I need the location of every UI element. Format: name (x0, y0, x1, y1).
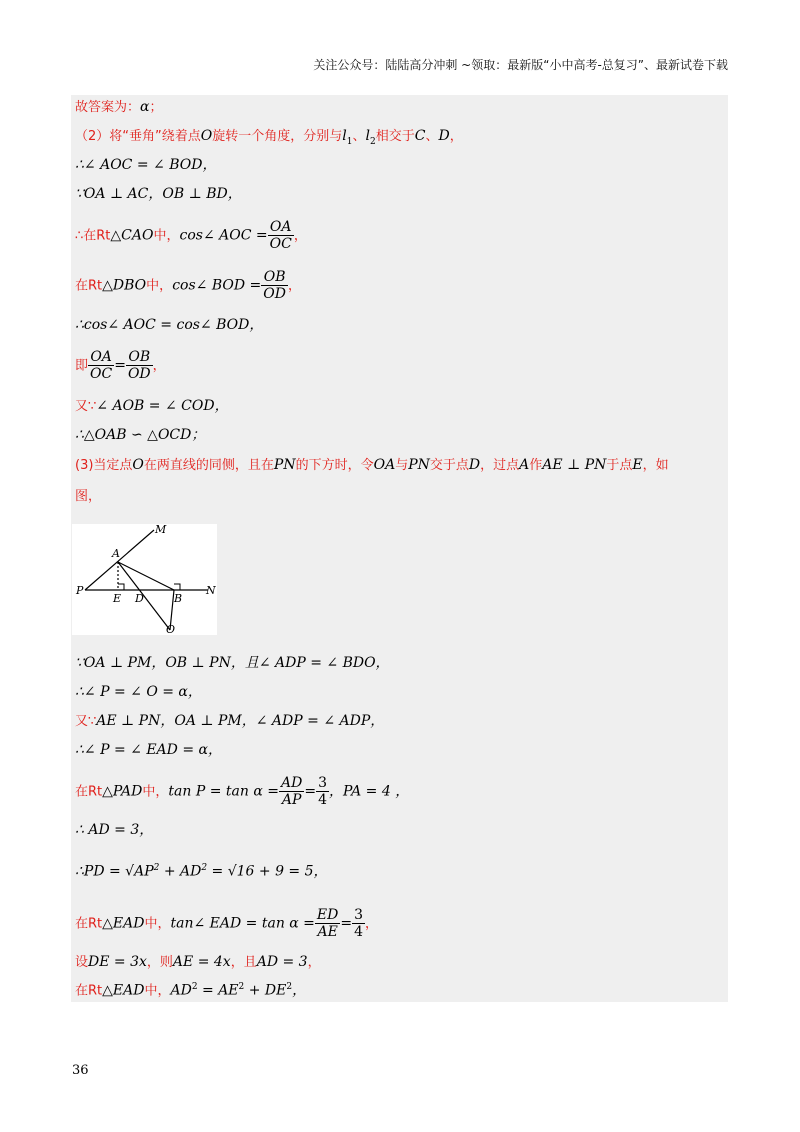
label-b: B (174, 592, 183, 605)
label-p: P (76, 584, 84, 597)
segment-ab (118, 562, 174, 590)
step-cos-bod: 在Rt△DBO中，cos∠ BOD = $\frac{OB}{OD}$ ， (75, 269, 301, 303)
label-e: E (113, 592, 122, 605)
step-ad-value: ∴ AD = 3， (75, 822, 154, 838)
segment-ao (118, 562, 170, 630)
step-pythagoras: 在Rt△EAD中，$AD^2 = AE^2 + DE^2$， (75, 982, 307, 999)
label-a: A (112, 547, 120, 560)
step-cos-equal: ∴cos∠ AOC = cos∠ BOD， (75, 317, 264, 333)
geometry-diagram (72, 524, 217, 635)
step-tan-p: 在Rt△PAD中，tan P = tan α = $\frac{AD}{AP}$ = $\frac{3}{4}$ ，PA = 4 ， (75, 775, 410, 809)
step-angle-p-o: ∴∠ P = ∠ O = α， (75, 684, 202, 700)
solution-block (71, 95, 728, 1002)
geometry-figure (72, 524, 217, 635)
right-angle-b (174, 584, 180, 590)
step-given-perp: ∵OA ⊥ PM，OB ⊥ PN，且∠ ADP = ∠ BDO， (75, 655, 390, 671)
page-number: 36 (72, 1063, 89, 1078)
label-m: M (155, 524, 167, 536)
step-similar: ∴△OAB ∽ △OCD； (75, 427, 206, 443)
part2-intro: （2）将“垂角”绕着点O旋转一个角度，分别与$l_1$、$l_2$相交于C、D， (75, 128, 463, 147)
step-pd-value: ∴PD = $√AP^2 + AD^2 = √16 + 9 = 5$， (75, 863, 328, 880)
part3-intro: (3)当定点O在两直线的同侧，且在PN的下方时，令OA与PN交于点D，过点A作AE ⊥ PN于点E，如 (75, 457, 669, 473)
step-ratio: 即 $\frac{OA}{OC}$ = $\frac{OB}{OD}$ ， (75, 349, 166, 383)
label-o: O (166, 623, 176, 635)
label-d: D (135, 592, 144, 605)
part3-intro-cont: 图， (75, 489, 102, 504)
line-pm (85, 530, 154, 590)
right-angle-e (118, 584, 124, 590)
step-let-de: 设DE = 3x，则AE = 4x，且AD = 3， (75, 954, 321, 970)
step-also-given: 又∵AE ⊥ PN，OA ⊥ PM，∠ ADP = ∠ ADP， (75, 713, 385, 729)
step-perpendicular: ∵OA ⊥ AC，OB ⊥ BD， (75, 186, 242, 202)
step-cos-aoc: ∴在Rt△CAO中，cos∠ AOC = $\frac{OA}{OC}$ ， (75, 219, 307, 253)
step-angle-ead: ∴∠ P = ∠ EAD = α， (75, 742, 222, 758)
page-header: 关注公众号：陆陆高分冲刺 ~领取：最新版“小中高考-总复习”、最新试卷下载 (313, 58, 728, 72)
step-angle-equal: ∴∠ AOC = ∠ BOD， (75, 157, 217, 173)
step-tan-ead: 在Rt△EAD中，tan∠ EAD = tan α = $\frac{ED}{AE}$ = $\frac{3}{4}$ ， (75, 907, 379, 941)
label-n: N (206, 584, 216, 597)
step-angle-aob: 又∵∠ AOB = ∠ COD， (75, 398, 229, 414)
answer-line: 故答案为：α； (75, 99, 163, 115)
